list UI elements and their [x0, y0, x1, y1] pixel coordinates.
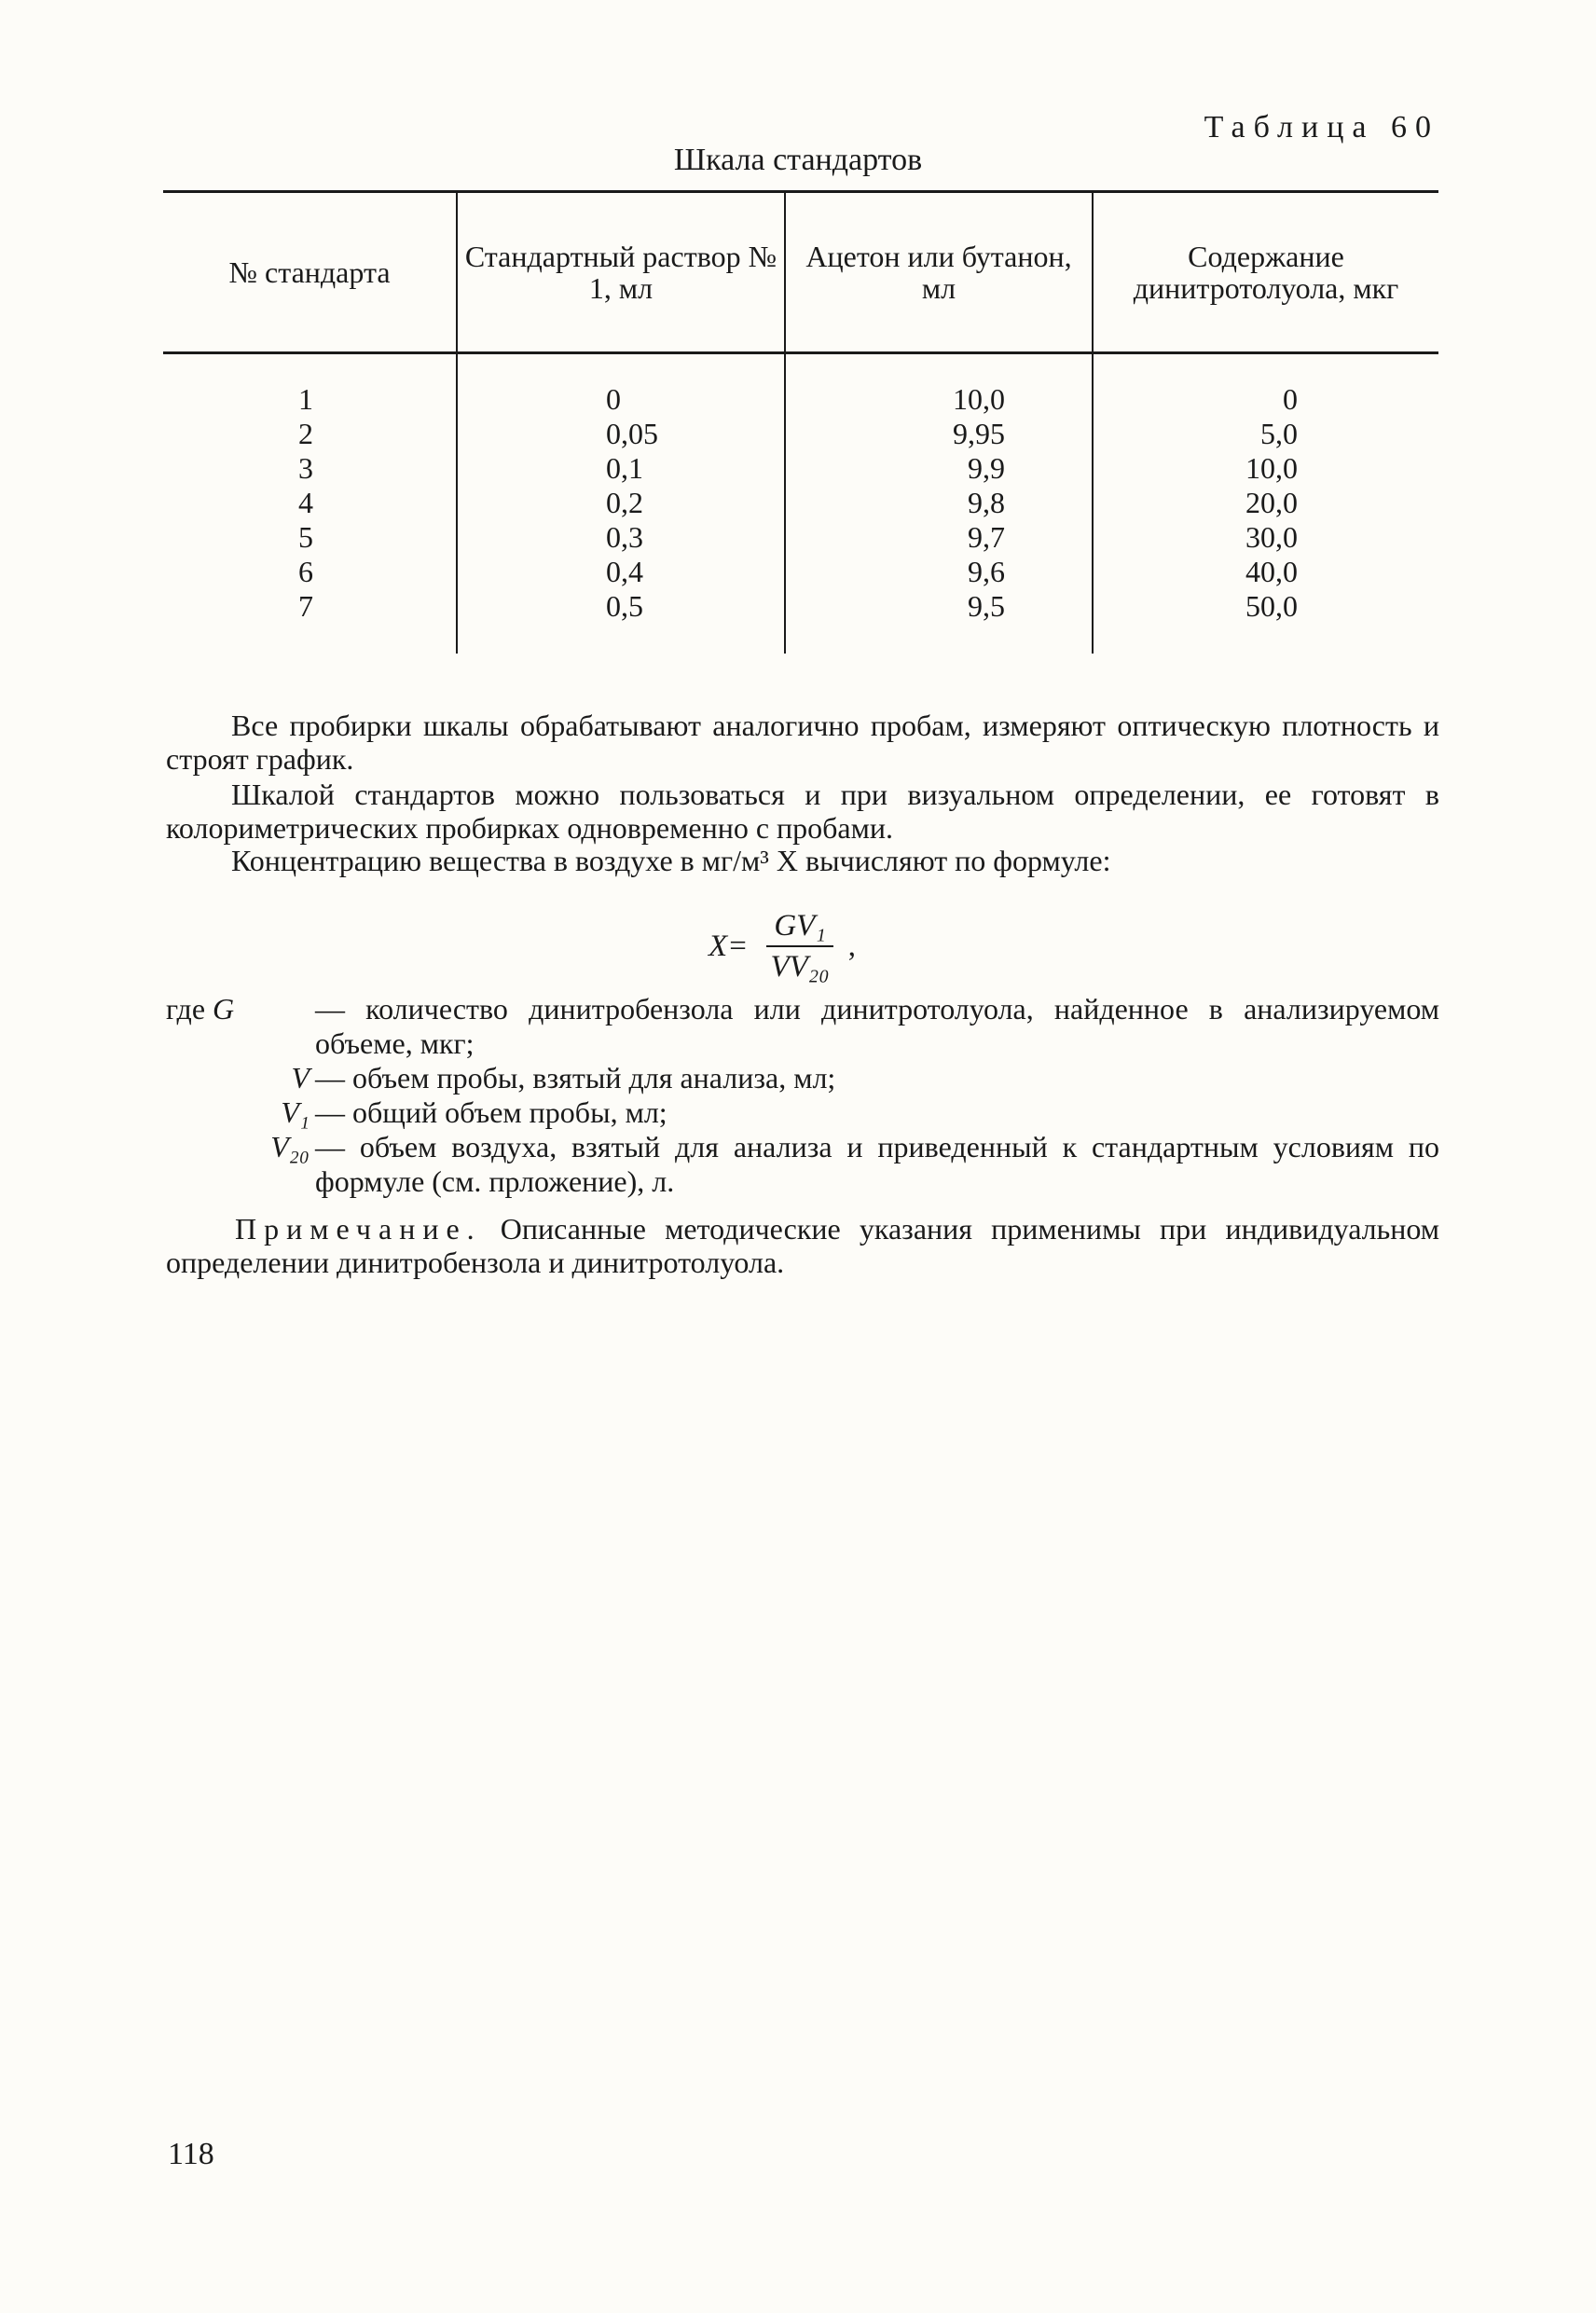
- formula-denominator: VV₂₀: [770, 950, 830, 984]
- table-cell: 40,0: [1245, 555, 1298, 588]
- note-paragraph: [166, 1212, 1439, 1279]
- table-cell: 0: [1283, 382, 1298, 416]
- formula-comma: ,: [847, 929, 856, 963]
- table-cell: 0: [606, 382, 621, 416]
- table-cell: 30,0: [1245, 520, 1298, 554]
- table-cell: 9,95: [953, 417, 1005, 450]
- table-cell: 0,4: [606, 555, 643, 588]
- table-cell: 5: [298, 520, 313, 554]
- table-cell: 9,5: [968, 589, 1005, 623]
- table-cell: 0,2: [606, 486, 643, 519]
- table-cell: 0,3: [606, 520, 643, 554]
- table-cell: 1: [298, 382, 313, 416]
- table-cell: 3: [298, 451, 313, 485]
- note-label: Примечание.: [235, 1212, 482, 1246]
- table-header-row: [163, 192, 1438, 353]
- column-header-standard-solution: Стандартный раствор № 1, мл: [457, 192, 785, 353]
- definition-symbol: V: [291, 1061, 310, 1095]
- page-number: 118: [168, 2137, 214, 2171]
- table-cell: 20,0: [1245, 486, 1298, 519]
- acetone-butanone-column: [785, 353, 1093, 654]
- definition-symbol: где G: [166, 992, 235, 1026]
- column-header-acetone-butanone: Ацетон или бутанон, мл: [785, 192, 1093, 353]
- table-cell: 4: [298, 486, 313, 519]
- definition-row: [166, 992, 1439, 1061]
- definition-row: [166, 1095, 1439, 1130]
- paragraph-concentration: Концентрацию вещества в воздухе в мг/м³ X вычисляют по формуле:: [231, 844, 1111, 877]
- table-cell: 2: [298, 417, 313, 450]
- table-cell: 5,0: [1260, 417, 1298, 450]
- table-cell: 9,6: [968, 555, 1005, 588]
- definition-symbol: V₁: [281, 1095, 310, 1129]
- table-cell: 7: [298, 589, 313, 623]
- formula-fraction: [763, 906, 836, 986]
- definition-row: [166, 1061, 1439, 1095]
- table-title: Шкала стандартов: [673, 143, 923, 177]
- formula-numerator: GV₁: [766, 906, 832, 947]
- definition-text: — общий объем пробы, мл;: [315, 1095, 667, 1129]
- table-number-label: Таблица 60: [1204, 110, 1439, 145]
- column-header-standard-number: № стандарта: [163, 192, 457, 353]
- table-cell: 9,9: [968, 451, 1005, 485]
- definition-text: — количество динитробензола или динитротолуола, найденное в анализируемом объеме, мкг;: [315, 992, 1439, 1060]
- dinitrotoluene-content-column: [1093, 353, 1438, 654]
- table-cell: 6: [298, 555, 313, 588]
- table-body-row: [163, 353, 1438, 654]
- standards-table: [163, 190, 1438, 654]
- definition-text: — объем пробы, взятый для анализа, мл;: [315, 1061, 836, 1095]
- definition-symbol: V₂₀: [270, 1130, 310, 1163]
- table-cell: 50,0: [1245, 589, 1298, 623]
- definition-row: [166, 1130, 1439, 1199]
- table-cell: 10,0: [1245, 451, 1298, 485]
- table-cell: 0,5: [606, 589, 643, 623]
- table-cell: 9,8: [968, 486, 1005, 519]
- table-cell: 9,7: [968, 520, 1005, 554]
- standard-number-column: [163, 353, 457, 654]
- standard-solution-column: [457, 353, 785, 654]
- note-text: Описанные методические указания применимы при индивидуальном определении динитробензола и динитротолуола.: [166, 1212, 1439, 1279]
- variable-definitions: [166, 992, 1439, 1199]
- paragraph-processing: Все пробирки шкалы обрабатывают аналогично пробам, измеряют оптическую плотность и строят график.: [166, 709, 1439, 776]
- table-cell: 0,1: [606, 451, 643, 485]
- table-cell: 10,0: [953, 382, 1005, 416]
- formula-lhs: X=: [709, 929, 749, 963]
- concentration-formula: [709, 906, 856, 986]
- paragraph-visual-determination: Шкалой стандартов можно пользоваться и при визуальном определении, ее готовят в колориметрических пробирках одновременно с пробами.: [166, 778, 1439, 845]
- column-header-dinitrotoluene-content: Содержание динитротолуола, мкг: [1093, 192, 1438, 353]
- table-cell: 0,05: [606, 417, 658, 450]
- definition-text: — объем воздуха, взятый для анализа и приведенный к стандартным условиям по формуле (см. прложение), л.: [315, 1130, 1439, 1198]
